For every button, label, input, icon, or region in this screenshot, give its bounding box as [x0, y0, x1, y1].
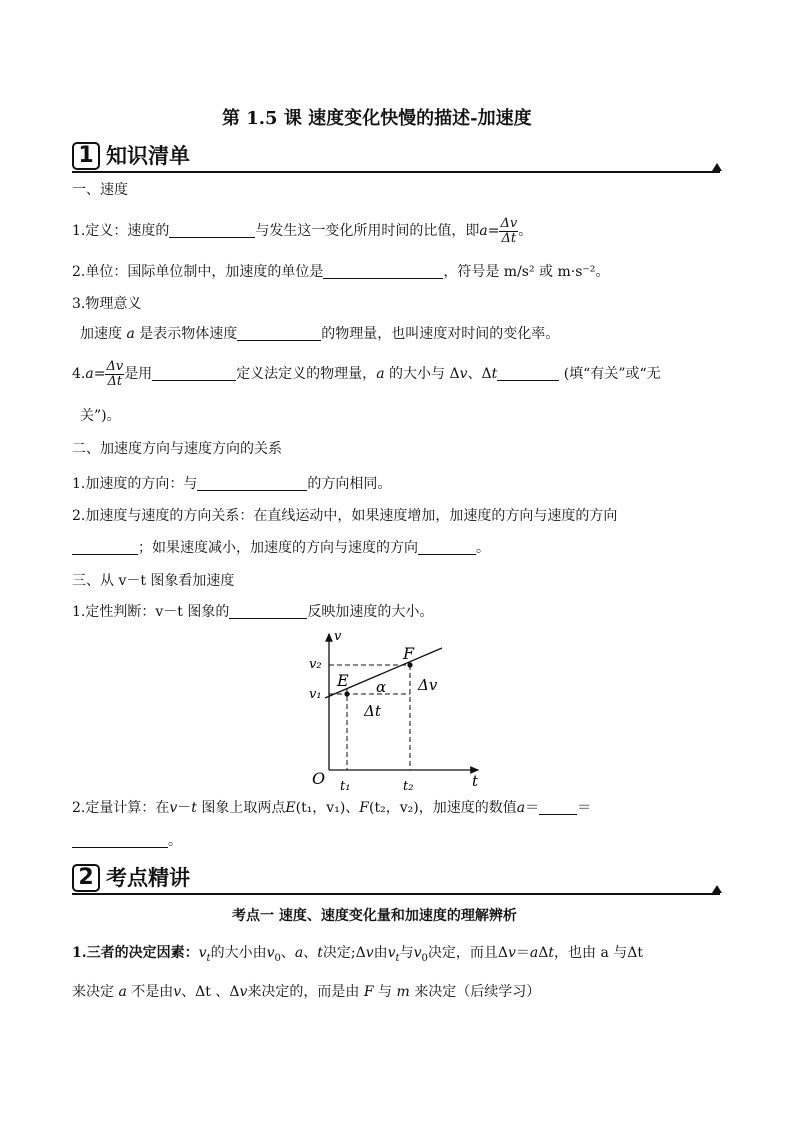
vt-graph-diagram [300, 628, 500, 796]
line-relation: 2.加速度与速度的方向关系：在直线运动中，如果速度增加，加速度的方向与速度的方向 [72, 508, 618, 524]
label-v1: v₁ [309, 687, 322, 702]
line-qualitative: 1.定性判断：v－t 图象的 反映加速度的大小。 [72, 604, 434, 620]
label-e: E [337, 671, 349, 690]
label-t1: t₁ [340, 779, 351, 794]
heading-direction: 二、加速度方向与速度方向的关系 [72, 441, 282, 457]
line-relation-cont: ；如果速度减小，加速度的方向与速度的方向 。 [72, 540, 490, 556]
fraction-dv-dt-2: $\frac{\Delta v}{\Delta t}$ [106, 358, 124, 389]
heading-meaning: 3.物理意义 [72, 296, 142, 312]
label-alpha: α [376, 678, 387, 696]
section-rule [72, 893, 720, 895]
triangle-icon [712, 885, 722, 893]
blank-10 [539, 800, 577, 815]
section-title: 考点精讲 [106, 866, 190, 890]
page-title: 第 1.5 课 速度变化快慢的描述-加速度 [222, 108, 532, 129]
line-definition: 1.定义：速度的 与发生这一变化所用时间的比值，即a= $\frac{\Delta v}{\Delta t}$ 。 [72, 215, 533, 246]
blank-11 [72, 833, 168, 848]
label-t: t [472, 772, 479, 790]
section-rule [72, 171, 720, 173]
blank-3 [237, 326, 321, 341]
blank-2 [323, 264, 443, 279]
point-f [407, 662, 412, 667]
label-f: F [403, 644, 415, 663]
line-meaning: 加速度 a 是表示物体速度 的物理量，也叫速度对时间的变化率。 [80, 326, 560, 342]
heading-velocity: 一、速度 [72, 182, 128, 198]
kaodian-heading: 考点一 速度、速度变化量和加速度的理解辨析 [232, 908, 517, 924]
blank-7 [72, 540, 138, 555]
label-v: v [334, 629, 342, 644]
blank-8 [418, 540, 476, 555]
label-delta-t: Δt [364, 702, 381, 720]
line-quantitative-cont: 。 [72, 833, 182, 849]
line-ratio-cont: 关”)。 [80, 408, 121, 424]
label-delta-v: Δv [418, 676, 438, 694]
section-header-knowledge [72, 142, 720, 174]
label-t2: t₂ [403, 779, 414, 794]
line-unit: 2.单位：国际单位制中，加速度的单位是 ，符号是 m/s² 或 m·s⁻²。 [72, 264, 610, 280]
line-ratio: 4.a= $\frac{\Delta v}{\Delta t}$ 是用 定义法定义的物理量，a 的大小与 Δv、Δt (填“有关”或“无 [72, 358, 661, 389]
blank-5 [497, 366, 559, 381]
kaodian-line-1: 1.三者的决定因素：$v_t$的大小由$v_0$、a、t决定;Δv由$v_t$与$v_0$决定，而且Δv＝aΔt，也由 a 与Δt [72, 945, 644, 964]
heading-vt-graph: 三、从 v－t 图象看加速度 [72, 573, 235, 589]
label-v2: v₂ [309, 657, 322, 672]
line-quantitative: 2.定量计算：在v－t 图象上取两点E(t₁，v₁)、F(t₂，v₂)，加速度的数值a＝ ＝ [72, 800, 592, 816]
label-origin: O [312, 769, 326, 788]
blank-4 [152, 366, 236, 381]
blank-6 [197, 476, 307, 491]
kaodian-line-2: 来决定 a 不是由v、Δt 、Δv来决定的，而是由 F 与 m 来决定（后续学习） [72, 984, 541, 1000]
point-e [344, 691, 349, 696]
blank-9 [229, 604, 307, 619]
blank-1 [169, 223, 255, 238]
fraction-dv-dt: $\frac{\Delta v}{\Delta t}$ [500, 215, 518, 246]
section-number: 1 [72, 142, 100, 170]
line-direction: 1.加速度的方向：与 的方向相同。 [72, 476, 392, 492]
section-header-keypoints [72, 864, 720, 896]
section-title: 知识清单 [106, 144, 190, 168]
section-number: 2 [72, 864, 100, 892]
triangle-icon [712, 163, 722, 171]
